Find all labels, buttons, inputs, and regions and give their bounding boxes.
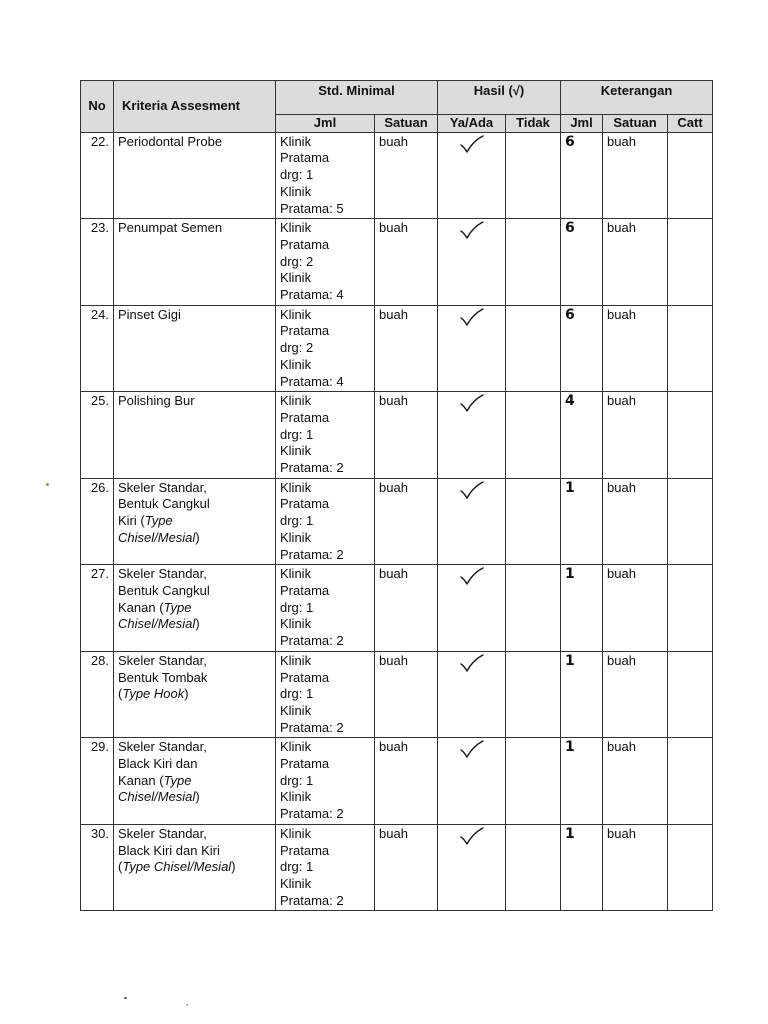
row-ket-satuan: buah bbox=[603, 738, 668, 825]
row-tidak bbox=[506, 738, 561, 825]
row-catt bbox=[668, 392, 713, 479]
row-ket-jml: 6 bbox=[561, 305, 603, 392]
check-mark-icon bbox=[459, 220, 485, 240]
row-kriteria: Polishing Bur bbox=[114, 392, 276, 479]
check-mark-icon bbox=[459, 480, 485, 500]
table-row bbox=[81, 651, 713, 738]
row-number: 25. bbox=[81, 392, 114, 479]
row-std-jml: Klinik Pratama drg: 1 Klinik Pratama: 2 bbox=[276, 392, 375, 479]
row-std-satuan: buah bbox=[375, 824, 438, 911]
row-tidak bbox=[506, 392, 561, 479]
header-ket-satuan: Satuan bbox=[603, 115, 668, 133]
row-tidak bbox=[506, 478, 561, 565]
row-std-satuan: buah bbox=[375, 132, 438, 219]
row-std-jml: Klinik Pratama drg: 1 Klinik Pratama: 2 bbox=[276, 565, 375, 652]
row-ya-ada bbox=[438, 824, 506, 911]
header-std-satuan: Satuan bbox=[375, 115, 438, 133]
check-mark-icon bbox=[459, 653, 485, 673]
row-tidak bbox=[506, 305, 561, 392]
row-ket-jml: 1 bbox=[561, 478, 603, 565]
row-ket-satuan: buah bbox=[603, 824, 668, 911]
table-row bbox=[81, 738, 713, 825]
row-kriteria: Skeler Standar, Bentuk Tombak (Type Hook) bbox=[114, 651, 276, 738]
row-kriteria: Periodontal Probe bbox=[114, 132, 276, 219]
row-std-jml: Klinik Pratama drg: 1 Klinik Pratama: 2 bbox=[276, 824, 375, 911]
row-std-satuan: buah bbox=[375, 219, 438, 306]
row-kriteria: Penumpat Semen bbox=[114, 219, 276, 306]
scan-speck bbox=[124, 997, 127, 999]
table-row bbox=[81, 219, 713, 306]
row-ket-jml: 1 bbox=[561, 565, 603, 652]
header-tidak: Tidak bbox=[506, 115, 561, 133]
row-std-jml: Klinik Pratama drg: 2 Klinik Pratama: 4 bbox=[276, 219, 375, 306]
header-hasil: Hasil (√) bbox=[438, 81, 561, 115]
row-kriteria: Skeler Standar, Bentuk Cangkul Kanan (Type Chisel/Mesial) bbox=[114, 565, 276, 652]
table-row bbox=[81, 132, 713, 219]
row-number: 26. bbox=[81, 478, 114, 565]
row-std-satuan: buah bbox=[375, 565, 438, 652]
header-kriteria: Kriteria Assesment bbox=[114, 81, 276, 133]
header-no: No bbox=[81, 81, 114, 133]
row-number: 24. bbox=[81, 305, 114, 392]
row-tidak bbox=[506, 565, 561, 652]
row-tidak bbox=[506, 219, 561, 306]
row-number: 30. bbox=[81, 824, 114, 911]
row-std-satuan: buah bbox=[375, 738, 438, 825]
row-std-satuan: buah bbox=[375, 305, 438, 392]
scan-speck bbox=[186, 1004, 188, 1006]
row-std-jml: Klinik Pratama drg: 1 Klinik Pratama: 2 bbox=[276, 478, 375, 565]
check-mark-icon bbox=[459, 826, 485, 846]
row-number: 29. bbox=[81, 738, 114, 825]
row-number: 23. bbox=[81, 219, 114, 306]
row-number: 27. bbox=[81, 565, 114, 652]
row-ya-ada bbox=[438, 305, 506, 392]
row-catt bbox=[668, 219, 713, 306]
header-ket-jml: Jml bbox=[561, 115, 603, 133]
row-std-satuan: buah bbox=[375, 651, 438, 738]
header-ya-ada: Ya/Ada bbox=[438, 115, 506, 133]
row-std-jml: Klinik Pratama drg: 1 Klinik Pratama: 2 bbox=[276, 738, 375, 825]
row-catt bbox=[668, 478, 713, 565]
row-ket-satuan: buah bbox=[603, 305, 668, 392]
row-std-jml: Klinik Pratama drg: 2 Klinik Pratama: 4 bbox=[276, 305, 375, 392]
table-row bbox=[81, 392, 713, 479]
row-catt bbox=[668, 132, 713, 219]
row-ket-jml: 6 bbox=[561, 219, 603, 306]
scan-speck bbox=[46, 483, 49, 486]
row-ya-ada bbox=[438, 651, 506, 738]
row-catt bbox=[668, 738, 713, 825]
row-ket-jml: 1 bbox=[561, 651, 603, 738]
row-ket-jml: 4 bbox=[561, 392, 603, 479]
header-std-minimal: Std. Minimal bbox=[276, 81, 438, 115]
row-catt bbox=[668, 565, 713, 652]
check-mark-icon bbox=[459, 393, 485, 413]
header-keterangan: Keterangan bbox=[561, 81, 713, 115]
row-ket-jml: 6 bbox=[561, 132, 603, 219]
table-body bbox=[81, 132, 713, 911]
row-tidak bbox=[506, 824, 561, 911]
row-ket-satuan: buah bbox=[603, 651, 668, 738]
header-std-jml: Jml bbox=[276, 115, 375, 133]
row-kriteria: Skeler Standar, Black Kiri dan Kiri (Type Chisel/Mesial) bbox=[114, 824, 276, 911]
row-ket-satuan: buah bbox=[603, 565, 668, 652]
check-mark-icon bbox=[459, 566, 485, 586]
row-catt bbox=[668, 824, 713, 911]
row-tidak bbox=[506, 651, 561, 738]
row-number: 22. bbox=[81, 132, 114, 219]
row-ket-satuan: buah bbox=[603, 132, 668, 219]
row-ket-jml: 1 bbox=[561, 738, 603, 825]
table-row bbox=[81, 305, 713, 392]
row-catt bbox=[668, 651, 713, 738]
row-ket-satuan: buah bbox=[603, 219, 668, 306]
table-row bbox=[81, 478, 713, 565]
row-std-jml: Klinik Pratama drg: 1 Klinik Pratama: 5 bbox=[276, 132, 375, 219]
assessment-table bbox=[80, 80, 713, 911]
row-ya-ada bbox=[438, 738, 506, 825]
table-row bbox=[81, 565, 713, 652]
row-std-satuan: buah bbox=[375, 478, 438, 565]
check-mark-icon bbox=[459, 739, 485, 759]
row-ya-ada bbox=[438, 219, 506, 306]
row-std-satuan: buah bbox=[375, 392, 438, 479]
row-kriteria: Skeler Standar, Bentuk Cangkul Kiri (Type Chisel/Mesial) bbox=[114, 478, 276, 565]
row-ya-ada bbox=[438, 132, 506, 219]
table-header bbox=[81, 81, 713, 133]
row-std-jml: Klinik Pratama drg: 1 Klinik Pratama: 2 bbox=[276, 651, 375, 738]
row-kriteria: Pinset Gigi bbox=[114, 305, 276, 392]
check-mark-icon bbox=[459, 134, 485, 154]
row-ya-ada bbox=[438, 392, 506, 479]
row-ya-ada bbox=[438, 565, 506, 652]
row-kriteria: Skeler Standar, Black Kiri dan Kanan (Type Chisel/Mesial) bbox=[114, 738, 276, 825]
row-ya-ada bbox=[438, 478, 506, 565]
table-row bbox=[81, 824, 713, 911]
row-number: 28. bbox=[81, 651, 114, 738]
row-catt bbox=[668, 305, 713, 392]
row-ket-jml: 1 bbox=[561, 824, 603, 911]
header-catt: Catt bbox=[668, 115, 713, 133]
row-ket-satuan: buah bbox=[603, 392, 668, 479]
row-tidak bbox=[506, 132, 561, 219]
row-ket-satuan: buah bbox=[603, 478, 668, 565]
check-mark-icon bbox=[459, 307, 485, 327]
